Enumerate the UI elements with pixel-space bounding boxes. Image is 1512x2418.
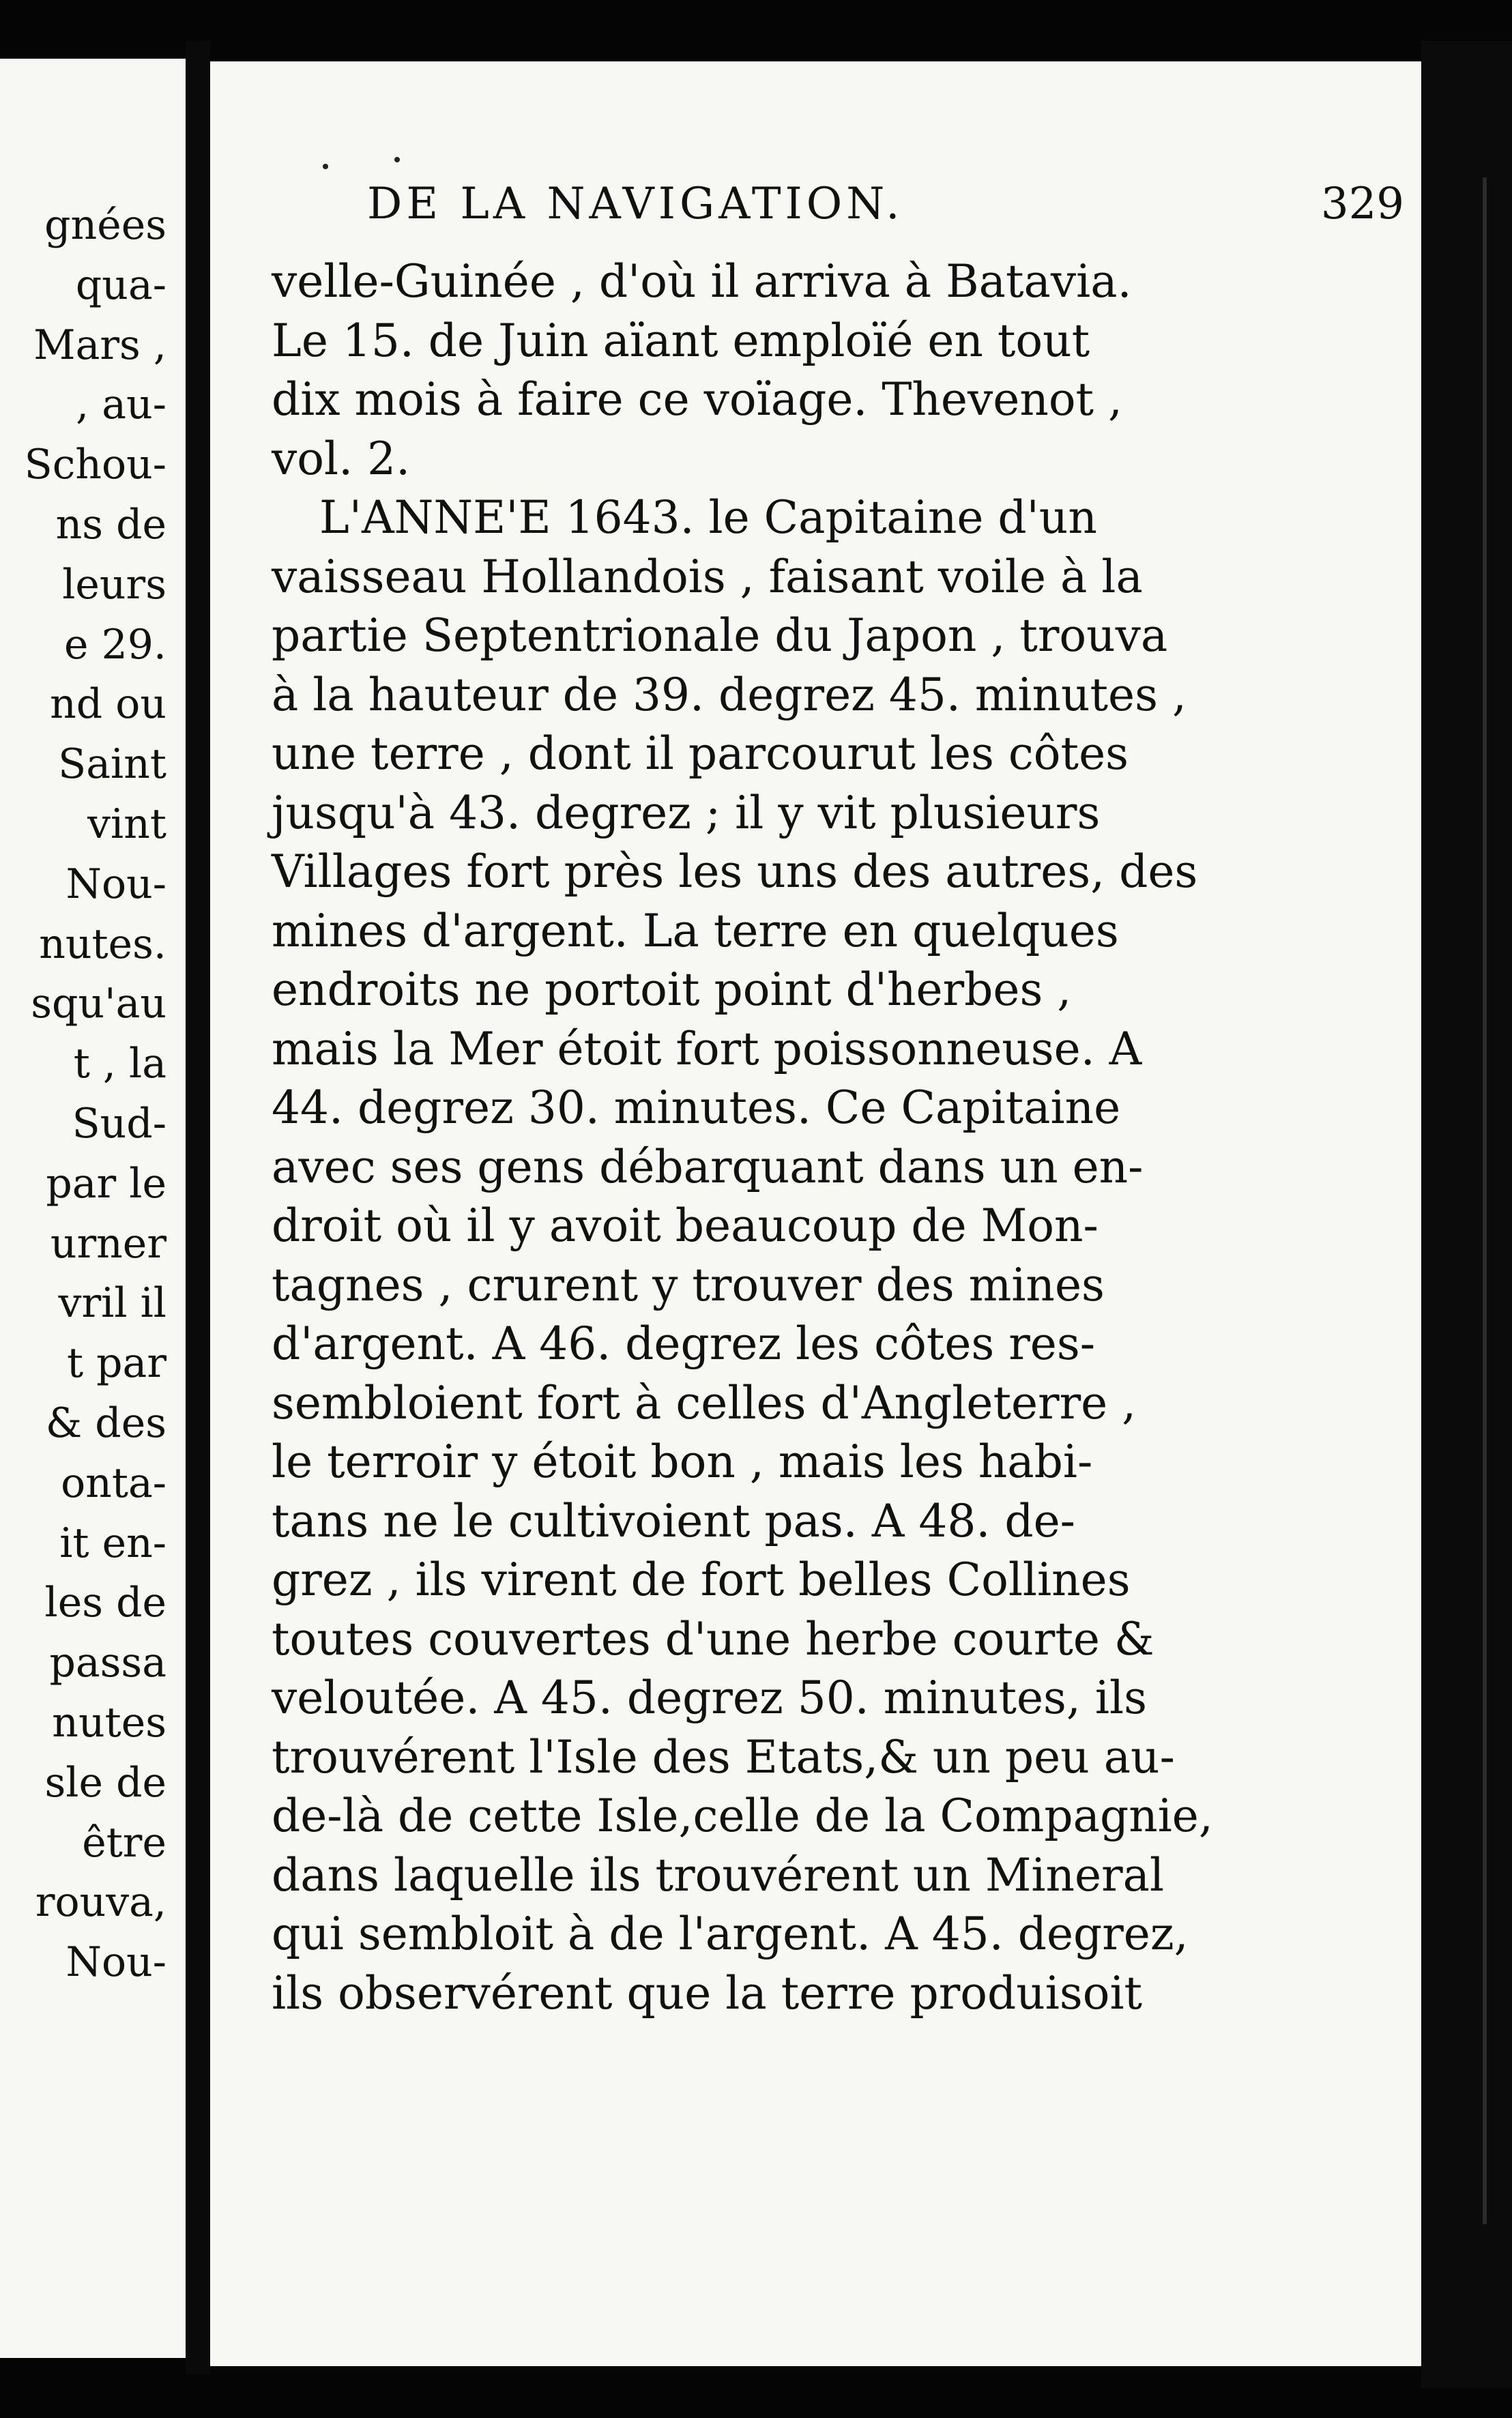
text-line: dix mois à faire ce voïage. Thevenot , bbox=[272, 373, 1123, 426]
text-line: endroits ne portoit point d'herbes , bbox=[272, 963, 1072, 1016]
text-line: velle-Guinée , d'où il arriva à Batavia. bbox=[272, 255, 1132, 308]
left-page-line-fragment: ns de bbox=[55, 501, 166, 549]
text-line: grez , ils virent de fort belles Collines bbox=[272, 1554, 1131, 1606]
text-line: Le 15. de Juin aïant emploïé en tout bbox=[272, 314, 1090, 367]
left-page-line-fragment: t par bbox=[66, 1339, 166, 1388]
text-line: à la hauteur de 39. degrez 45. minutes , bbox=[272, 668, 1187, 721]
text-line: L'ANNE'E 1643. le Capitaine d'un bbox=[319, 491, 1097, 544]
text-line: le terroir y étoit bon , mais les habi- bbox=[272, 1436, 1093, 1488]
left-page-line-fragment: gnées bbox=[44, 201, 166, 249]
text-line: 44. degrez 30. minutes. Ce Capitaine bbox=[272, 1081, 1121, 1134]
right-page bbox=[210, 61, 1421, 2366]
page-edge-shadow bbox=[1483, 177, 1487, 2224]
text-line: ils observérent que la terre produisoit bbox=[272, 1966, 1143, 2020]
text-line: toutes couvertes d'une herbe courte & bbox=[272, 1612, 1154, 1665]
left-page-line-fragment: par le bbox=[46, 1159, 166, 1208]
left-page-line-fragment: Saint bbox=[58, 740, 166, 789]
left-page-edge bbox=[0, 59, 186, 2358]
left-page-line-fragment: Mars , bbox=[33, 321, 166, 369]
left-page-line-fragment: leurs bbox=[62, 560, 166, 609]
text-line: vaisseau Hollandois , faisant voile à la bbox=[272, 550, 1143, 603]
text-line: de-là de cette Isle,celle de la Compagnie, bbox=[272, 1790, 1213, 1842]
text-line: veloutée. A 45. degrez 50. minutes, ils bbox=[272, 1672, 1147, 1724]
text-line: trouvérent l'Isle des Etats,& un peu au- bbox=[272, 1730, 1175, 1783]
text-line: une terre , dont il parcourut les côtes bbox=[272, 727, 1129, 780]
left-page-line-fragment: urner bbox=[50, 1219, 166, 1268]
left-page-line-fragment: vril il bbox=[58, 1279, 166, 1328]
text-line: dans laquelle ils trouvérent un Mineral bbox=[272, 1848, 1165, 1902]
left-page-line-fragment: it en- bbox=[59, 1519, 166, 1567]
ink-speck bbox=[323, 164, 328, 169]
left-page-line-fragment: nutes bbox=[52, 1699, 166, 1747]
left-page-line-fragment: Sud- bbox=[72, 1100, 166, 1148]
ink-speck bbox=[394, 157, 400, 162]
text-line: jusqu'à 43. degrez ; il y vit plusieurs bbox=[272, 786, 1101, 839]
left-page-line-fragment: nd ou bbox=[50, 680, 166, 729]
text-line: d'argent. A 46. degrez les côtes res- bbox=[272, 1317, 1096, 1370]
left-page-line-fragment: qua- bbox=[75, 261, 166, 309]
left-page-line-fragment: rouva, bbox=[35, 1878, 166, 1927]
next-page-edge bbox=[1421, 41, 1512, 2388]
left-page-line-fragment: Nou- bbox=[66, 860, 166, 908]
left-page-line-fragment: Schou- bbox=[24, 441, 166, 489]
text-line: Villages fort près les uns des autres, des bbox=[272, 845, 1198, 898]
text-line: qui sembloit à de l'argent. A 45. degrez, bbox=[272, 1908, 1189, 1960]
left-page-line-fragment: t , la bbox=[73, 1040, 166, 1088]
left-page-line-fragment: squ'au bbox=[31, 980, 166, 1028]
left-page-line-fragment: être bbox=[82, 1818, 166, 1867]
left-page-line-fragment: Nou- bbox=[66, 1938, 166, 1987]
text-line: tagnes , crurent y trouver des mines bbox=[272, 1258, 1105, 1311]
text-line: mais la Mer étoit fort poissonneuse. A bbox=[272, 1022, 1142, 1075]
page-number: 329 bbox=[1320, 179, 1404, 229]
book-gutter bbox=[186, 41, 210, 2374]
text-line: avec ses gens débarquant dans un en- bbox=[272, 1140, 1144, 1193]
text-line: tans ne le cultivoient pas. A 48. de- bbox=[272, 1494, 1075, 1547]
left-page-line-fragment: sle de bbox=[44, 1758, 166, 1807]
left-page-line-fragment: & des bbox=[45, 1399, 166, 1447]
text-line: vol. 2. bbox=[272, 432, 411, 485]
left-page-line-fragment: passa bbox=[49, 1639, 166, 1687]
left-page-line-fragment: nutes. bbox=[39, 920, 166, 968]
running-head-title: DE LA NAVIGATION. bbox=[367, 179, 904, 229]
left-page-line-fragment: les de bbox=[44, 1579, 166, 1627]
text-line: droit où il y avoit beaucoup de Mon- bbox=[272, 1199, 1099, 1252]
left-page-line-fragment: , au- bbox=[76, 381, 166, 429]
left-page-line-fragment: vint bbox=[87, 800, 166, 848]
text-line: mines d'argent. La terre en quelques bbox=[272, 904, 1119, 957]
text-line: partie Septentrionale du Japon , trouva bbox=[272, 609, 1168, 662]
left-page-line-fragment: e 29. bbox=[64, 620, 166, 669]
running-head bbox=[367, 179, 1404, 240]
text-line: sembloient fort à celles d'Angleterre , bbox=[272, 1376, 1137, 1429]
left-page-line-fragment: onta- bbox=[61, 1459, 166, 1507]
